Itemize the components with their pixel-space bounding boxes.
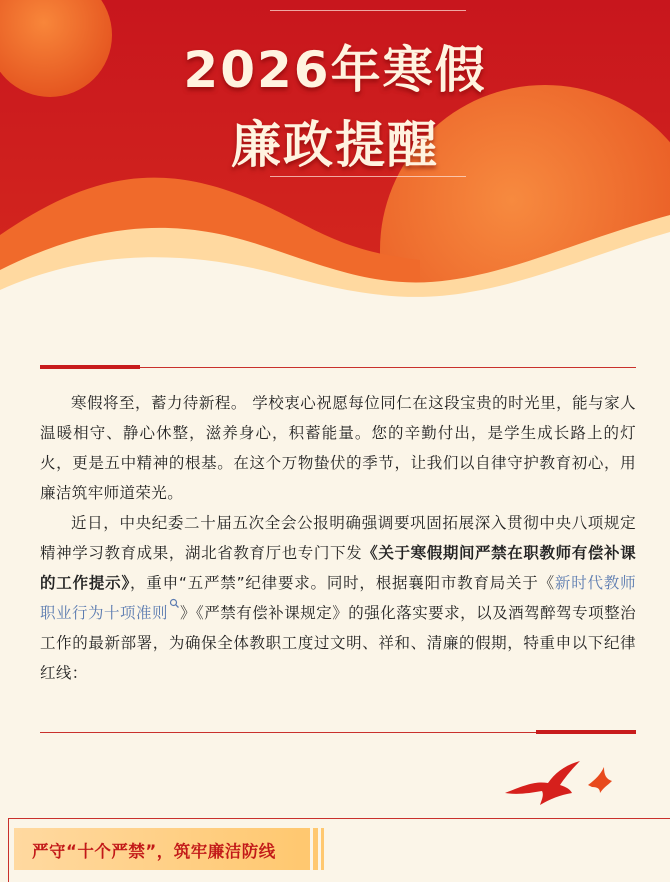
search-link[interactable]: 新时代教师职业行为十项准则 — [40, 574, 636, 622]
title-rule-top — [270, 10, 466, 11]
paragraph-1: 寒假将至，蓄力待新程。 学校衷心祝愿每位同仁在这段宝贵的时光里，能与家人温暖相守、静心休整，滋养身心，积蓄能量。您的辛勤付出，是学生成长路上的灯火，更是五中精神的根基。在这个万物蛰伏的季节，让我们以自律守护教育初心，用廉洁筑牢师道荣光。 — [40, 394, 636, 502]
heading-stripes — [304, 828, 327, 870]
banner-title-line2: 廉政提醒 — [231, 116, 439, 174]
title-rule-bottom — [270, 176, 466, 177]
article-body — [40, 388, 636, 688]
divider-bottom — [40, 732, 636, 733]
banner-title-line1: 2026年寒假 — [183, 41, 487, 99]
paragraph-2: 近日，中央纪委二十届五次全会公报明确强调要巩固拓展深入贯彻中央八项规定精神学习教育成果，湖北省教育厅也专门下发《关于寒假期间严禁在职教师有偿补课的工作提示》，重申“五严禁”纪律要求。同时，根据襄阳市教育局关于《新时代教师职业行为十项准则 》《严禁有偿补课规定》的强化落实要求，以及酒驾醉驾专项整治工作的最新部署，为确保全体教职工度过文明、祥和、清廉的假期，特重申以下纪律红线： — [40, 514, 636, 682]
document-title-bold: 《关于寒假期间严禁在职教师有偿补课的工作提示》 — [40, 544, 636, 592]
search-icon — [169, 598, 180, 610]
divider-top — [40, 367, 636, 368]
section-heading: 严守“十个严禁”，筑牢廉洁防线 — [32, 842, 276, 861]
dove-icon — [500, 755, 620, 810]
header-banner — [0, 0, 670, 340]
